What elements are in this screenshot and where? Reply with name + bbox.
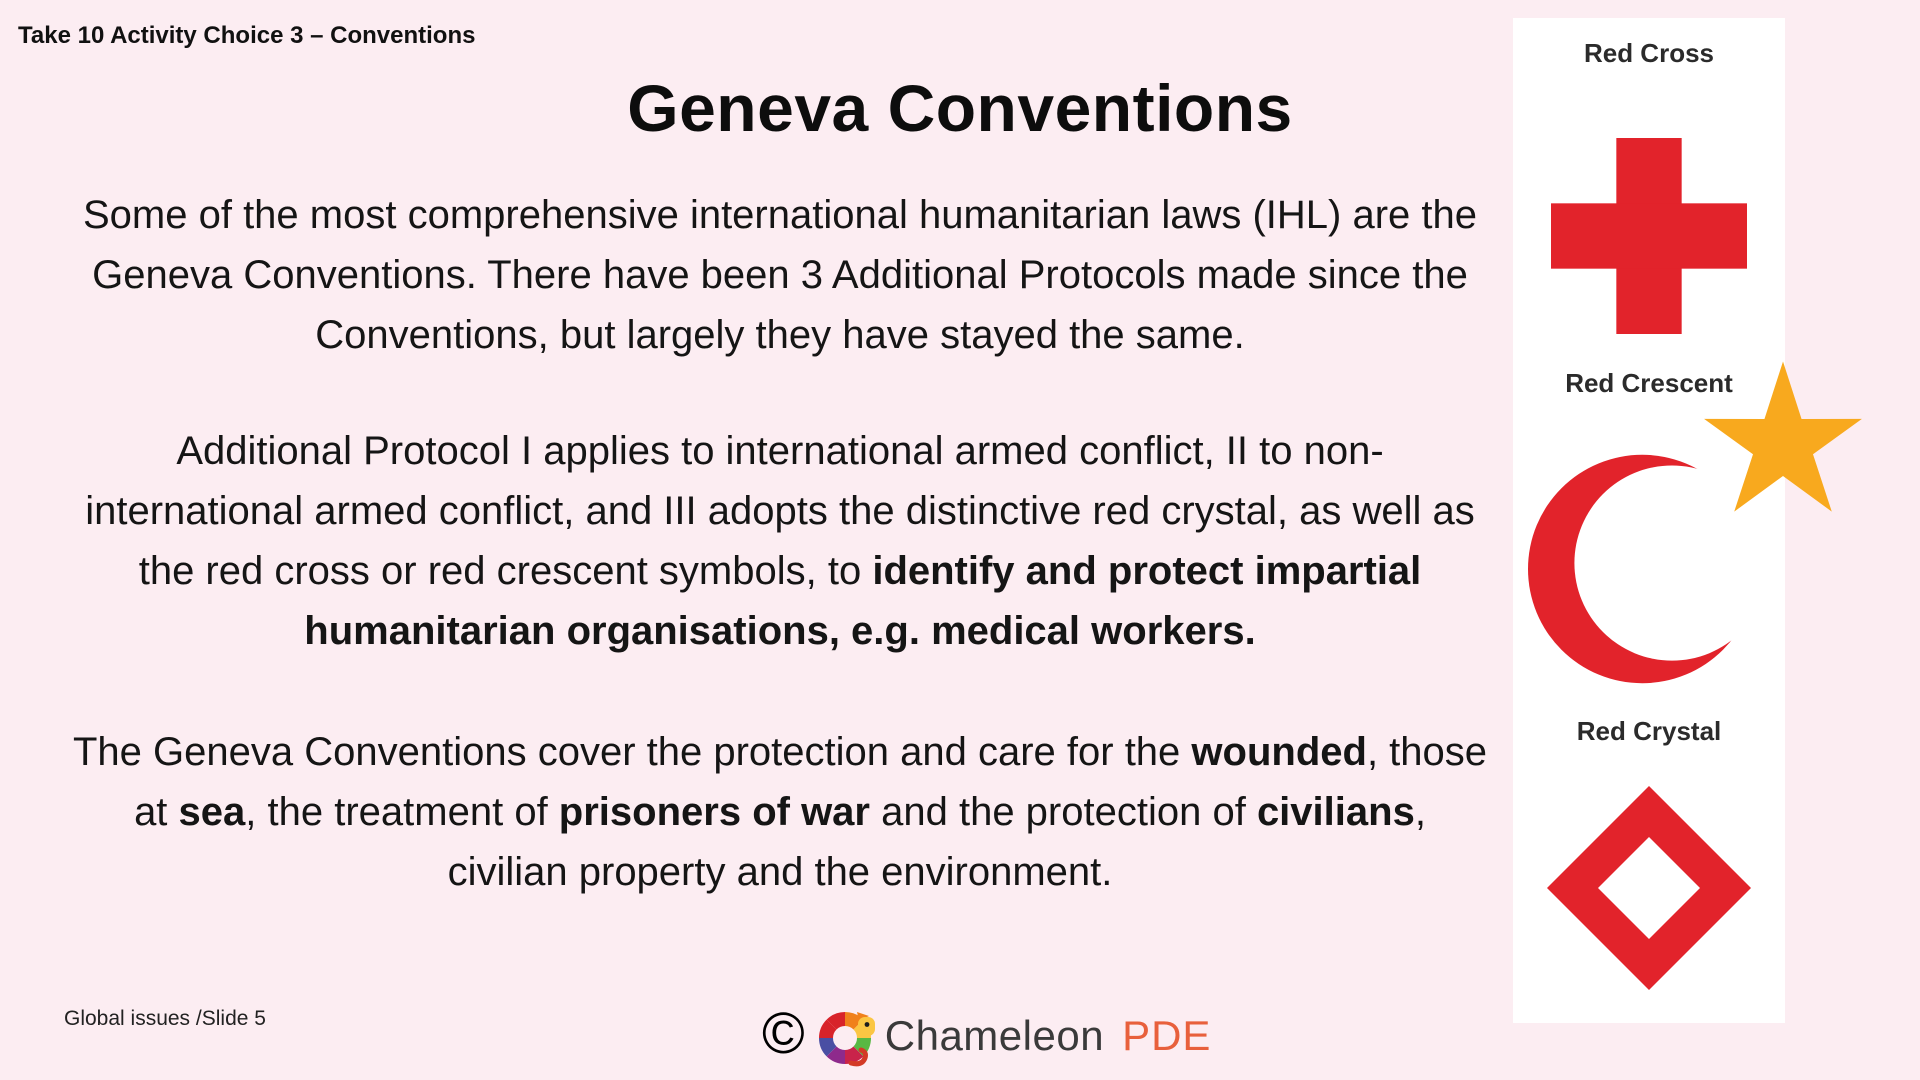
paragraph-intro [70, 185, 1490, 365]
bold-text-run: identify and protect impartial humanitarian organisations, e.g. medical workers. [304, 549, 1422, 653]
slide-number-label: Global issues /Slide 5 [64, 1007, 266, 1030]
text-run: , the treatment of [245, 790, 559, 834]
text-run: and the protection of [870, 790, 1257, 834]
bold-text-run: wounded [1191, 730, 1367, 774]
cross-horizontal-bar [1551, 203, 1747, 268]
text-run: Some of the most comprehensive international humanitarian laws (IHL) are the Geneva Conventions. There have been 3 Additional Protocols made since the Conventions, but largely they have stayed the same. [82, 193, 1478, 357]
text-run: The Geneva Conventions cover the protection and care for the [72, 730, 1192, 774]
symbols-panel [1513, 18, 1785, 1023]
chameleon-icon [813, 1002, 877, 1070]
text-run: , those at [134, 730, 1488, 834]
paragraph-protocols [70, 421, 1490, 661]
bold-text-run: civilians [1256, 790, 1415, 834]
red-cross-icon [1551, 138, 1747, 334]
copyright-icon: © [762, 1001, 805, 1066]
red-crystal-label: Red Crystal [1576, 716, 1722, 746]
red-crystal-icon [1547, 786, 1751, 990]
activity-header-label: Take 10 Activity Choice 3 – Conventions [18, 22, 476, 49]
paragraph-coverage [70, 722, 1490, 902]
brand-name: Chameleon [884, 1012, 1105, 1059]
red-cross-label: Red Cross [1583, 38, 1715, 68]
bold-text-run: sea [178, 790, 246, 834]
star-shape [1704, 361, 1862, 511]
gold-star-icon [1700, 358, 1866, 516]
text-run: Additional Protocol I applies to international armed conflict, II to non-international armed conflict, and III adopts the distinctive red crystal, as well as the red cross or red crescent symbols, to [85, 429, 1475, 593]
brand-logo [762, 1000, 1211, 1072]
red-crescent-label: Red Crescent [1565, 368, 1733, 398]
page-title: Geneva Conventions [627, 71, 1293, 145]
bold-text-run: prisoners of war [558, 790, 870, 834]
text-run: , civilian property and the environment. [447, 790, 1426, 894]
chameleon-eye [864, 1022, 869, 1027]
brand-suffix: PDE [1122, 1012, 1212, 1059]
